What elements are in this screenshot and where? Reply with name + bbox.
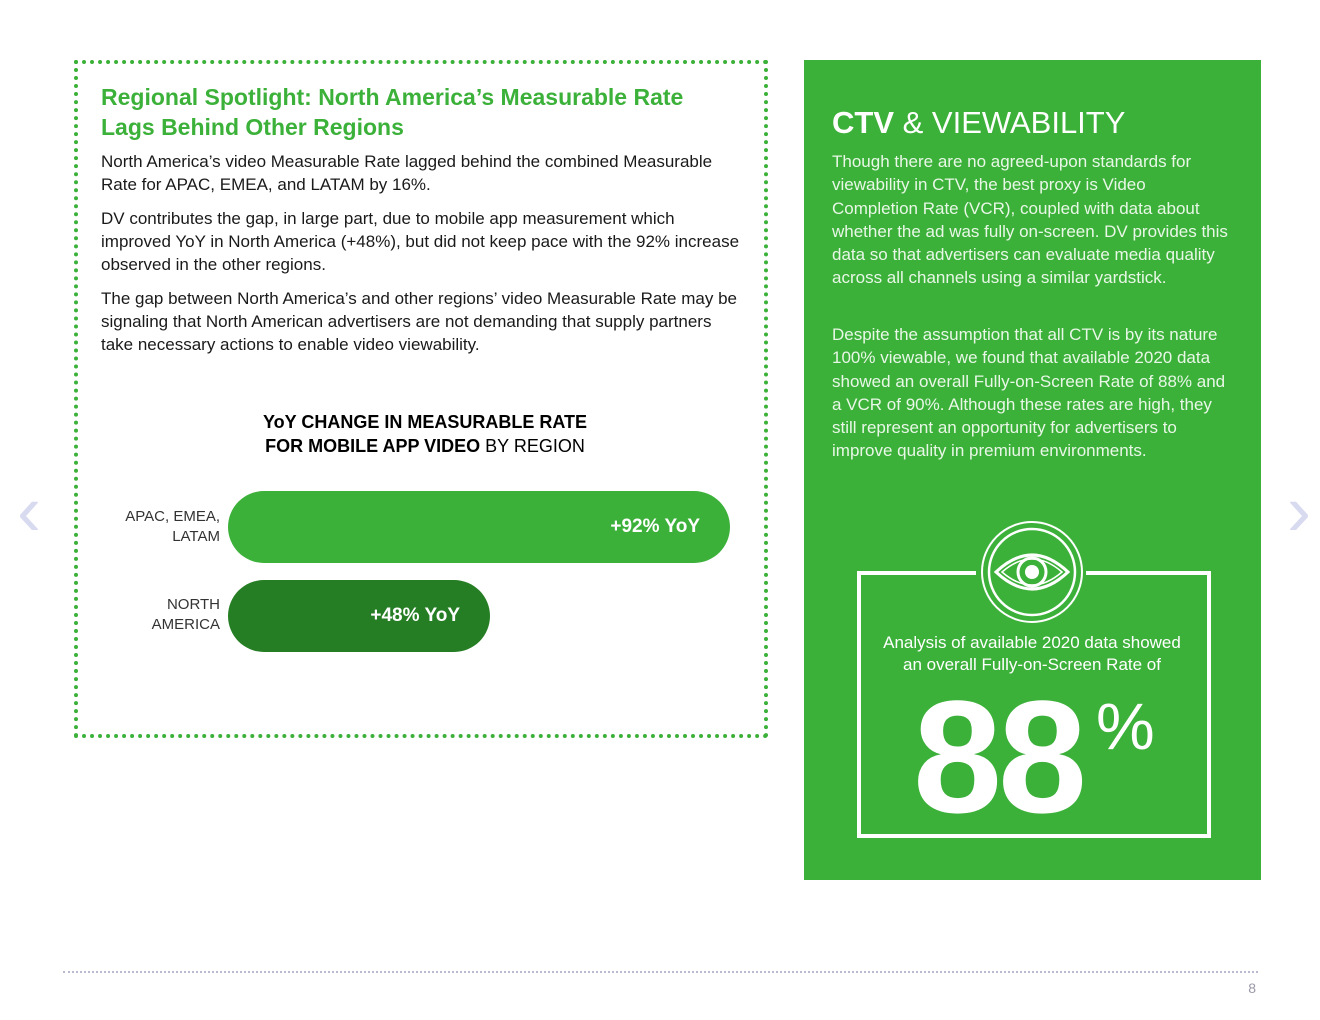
bar-category-label-line: AMERICA: [151, 616, 220, 633]
stat-value: 88: [913, 667, 1083, 846]
bar-north-america: [228, 580, 490, 652]
bar-category-label-line: NORTH: [166, 596, 220, 613]
chart-title-line2-bold: FOR MOBILE APP VIDEO: [265, 436, 481, 456]
bar-category-label-line: APAC, EMEA,: [125, 508, 220, 525]
eye-icon: [980, 520, 1084, 624]
ctv-paragraph: Despite the assumption that all CTV is by its nature 100% viewable, we found that available 2020 data showed an overall Fully-on-Screen Rate of 88% and a VCR of 90%. Although these rates are high, they still represent an opportunity for advertisers to improve quality in premium environments.: [832, 325, 1226, 461]
prev-page-arrow[interactable]: ‹: [17, 471, 41, 551]
stat-unit: %: [1096, 689, 1155, 763]
stat-caption-line: Analysis of available 2020 data showed: [883, 633, 1181, 652]
ctv-title-bold: CTV: [832, 105, 894, 140]
ctv-title: [832, 104, 1232, 142]
footer-divider: [63, 971, 1258, 973]
chart-title-line2-rest: BY REGION: [480, 436, 585, 456]
spotlight-paragraph: DV contributes the gap, in large part, due to mobile app measurement which improved YoY in North America (+48%), but did not keep pace with the 92% increase observed in the other regions.: [101, 209, 740, 274]
bar-category-label: [110, 507, 220, 547]
page-number: 8: [1248, 980, 1256, 996]
spotlight-paragraph: North America’s video Measurable Rate lagged behind the combined Measurable Rate for APAC, EMEA, and LATAM by 16%.: [101, 152, 713, 194]
bar-apac-emea-latam: [228, 491, 730, 563]
spotlight-title: Regional Spotlight: North America’s Measurable Rate Lags Behind Other Regions: [101, 84, 684, 140]
bar-category-label: [110, 595, 220, 635]
ctv-title-rest: & VIEWABILITY: [894, 105, 1126, 140]
chart-title: [180, 410, 670, 458]
next-page-arrow[interactable]: ›: [1287, 471, 1311, 551]
chart-title-line1: YoY CHANGE IN MEASURABLE RATE: [262, 412, 588, 432]
bar-value-label: +92% YoY: [610, 516, 700, 537]
ctv-paragraph: Though there are no agreed-upon standards for viewability in CTV, the best proxy is Video Completion Rate (VCR), coupled with data about whether the ad was fully on-screen. DV provides this data so that advertisers can evaluate media quality across all channels using a similar yardstick.: [832, 152, 1228, 288]
bar-category-label-line: LATAM: [172, 528, 220, 545]
spotlight-paragraph: The gap between North America’s and other regions’ video Measurable Rate may be signaling that North American advertisers are not demanding that supply partners take necessary actions to enable video viewability.: [101, 289, 737, 354]
bar-value-label: +48% YoY: [370, 605, 460, 626]
stat-caption-line: an overall Fully-on-Screen Rate of: [903, 655, 1161, 674]
